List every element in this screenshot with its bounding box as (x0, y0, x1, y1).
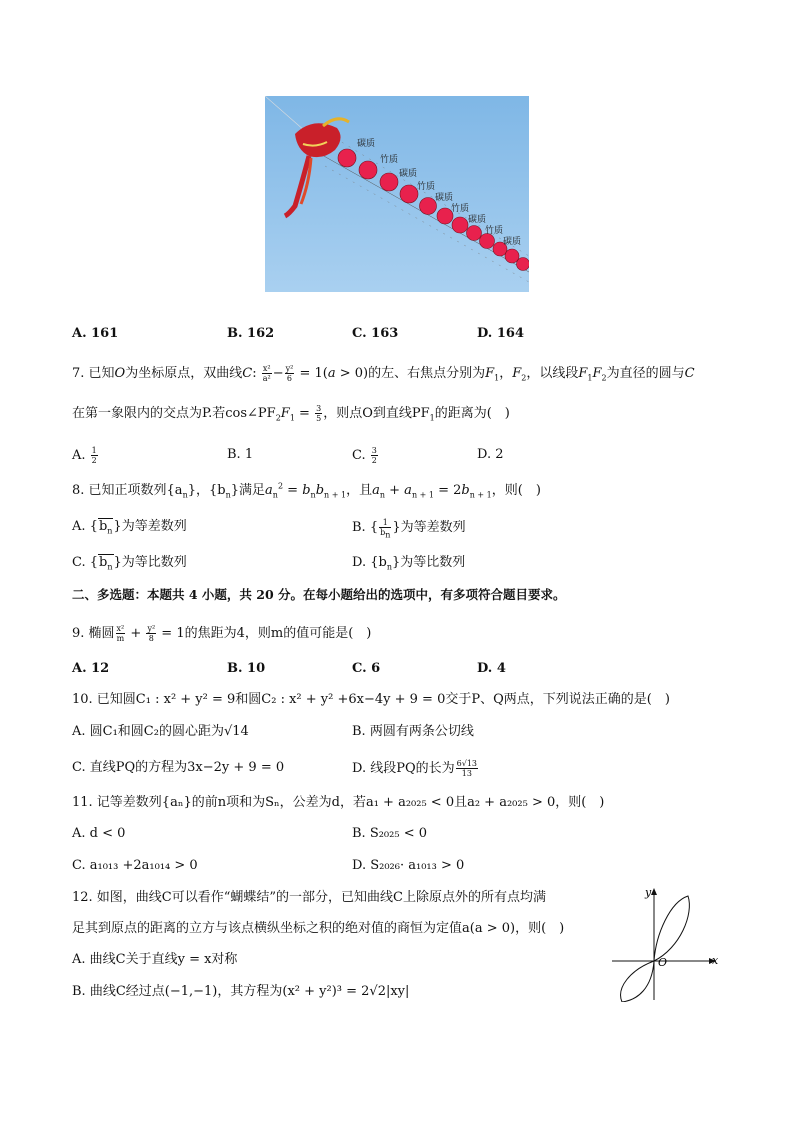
q6-option-d: D. 164 (477, 326, 524, 341)
q11-stem: 11. 记等差数列{aₙ}的前n项和为Sₙ，公差为d，若a₁ + a₂₀₂₅ < 0且a₂ + a₂₀₂₅ > 0，则( ) (72, 795, 605, 810)
kite-photo (265, 96, 529, 292)
q9-option-b: B. 10 (227, 661, 266, 676)
kite-label: 碳质 (435, 193, 454, 203)
q12-stem-line1: 12. 如图，曲线C可以看作“蝴蝶结”的一部分，已知曲线C上除原点外的所有点均满 (72, 890, 546, 905)
q11-option-c: C. a₁₀₁₃ +2a₁₀₁₄ > 0 (72, 858, 198, 873)
q10-stem: 10. 已知圆C₁ : x² + y² = 9和圆C₂ : x² + y² +6x−4y + 9 = 0交于P、Q两点，下列说法正确的是( ) (72, 692, 670, 707)
q10-option-b: B. 两圆有两条公切线 (352, 724, 474, 739)
kite-label: 碳质 (399, 169, 418, 179)
kite-label: 竹质 (417, 182, 436, 192)
q12-option-b: B. 曲线C经过点(−1,−1)，其方程为(x² + y²)³ = 2√2|xy| (72, 984, 410, 999)
axis-label-y: y (645, 886, 652, 899)
q7-option-b: B. 1 (227, 447, 254, 462)
q9-option-d: D. 4 (477, 661, 506, 676)
q7-stem-line2: 在第一象限内的交点为P.若$\cos\angle PF_2F_1$ = $\frac{3}{5}$ ，则点O到直线$PF_1$的距离为( ) (72, 404, 510, 423)
q6-option-c: C. 163 (352, 326, 399, 341)
kite-label: 竹质 (451, 204, 470, 214)
q12-stem-line2: 足其到原点的距离的立方与该点横纵坐标之积的绝对值的商恒为定值a(a > 0)，则( ) (72, 921, 565, 936)
q11-option-b: B. S₂₀₂₅ < 0 (352, 826, 427, 841)
q7-option-c: C. $\frac{3}{2}$ (352, 446, 377, 465)
q7-option-a: A. $\frac{1}{2}$ (72, 446, 97, 465)
q8-stem: 8. 已知正项数列$\{a_n\}$，$\{b_n\}$满足$a_n^2 = b_nb_{n + 1}$，且$a_n + a_{n + 1} = 2b_{n + 1}$，则( ) (72, 481, 541, 500)
q6-option-b: B. 162 (227, 326, 275, 341)
kite-label: 竹质 (485, 226, 504, 236)
q12-option-a: A. 曲线C关于直线y = x对称 (72, 952, 238, 967)
q8-option-b: B. { $\frac{1}{b_n}$ }为等差数列 (352, 518, 466, 540)
q8-option-d: D. $\{b_n\}$为等比数列 (352, 555, 466, 572)
q9-option-c: C. 6 (352, 661, 381, 676)
q6-option-a: A. 161 (72, 326, 119, 341)
q8-option-c: C. $\{b_n\}$为等比数列 (72, 555, 187, 572)
origin-label: O (658, 956, 668, 969)
q7-stem-line1: 7. 已知O为坐标原点，双曲线C: $\frac{\text{x²}}{\text{a²}}$ − $\frac{\text{y²}}{6}$ = 1(a > 0)的左、右焦点分别为$F_1$，$F_2$，以线段$F_1F_2$为直径的圆与C (72, 364, 695, 383)
butterfly-curve-figure (608, 884, 724, 1002)
kite-label: 碳质 (503, 237, 522, 247)
q10-option-c: C. 直线PQ的方程为3x−2y + 9 = 0 (72, 760, 285, 775)
q10-option-a: A. 圆C₁和圆C₂的圆心距为√14 (72, 724, 249, 739)
q9-stem: 9. 椭圆 $\frac{\text{x²}}{m}$ + $\frac{\text{y²}}{8}$ = 1的焦距为4，则m的值可能是( ) (72, 624, 372, 643)
kite-label: 碳质 (468, 215, 487, 225)
axis-label-x: x (712, 954, 719, 967)
q9-option-a: A. 12 (72, 661, 110, 676)
kite-label: 竹质 (380, 155, 399, 165)
q11-option-a: A. d < 0 (72, 826, 126, 841)
q8-option-a: A. $\{b_n\}$为等差数列 (72, 519, 187, 536)
q10-option-d: D. 线段PQ的长为 $\frac{6√13}{13}$ (352, 759, 478, 778)
section-heading-multi-choice: 二、多选题：本题共 4 小题，共 20 分。在每小题给出的选项中，有多项符合题目要求。 (72, 587, 566, 602)
q11-option-d: D. S₂₀₂₆· a₁₀₁₃ > 0 (352, 858, 465, 873)
q7-option-d: D. 2 (477, 447, 504, 462)
kite-label: 碳质 (357, 139, 376, 149)
